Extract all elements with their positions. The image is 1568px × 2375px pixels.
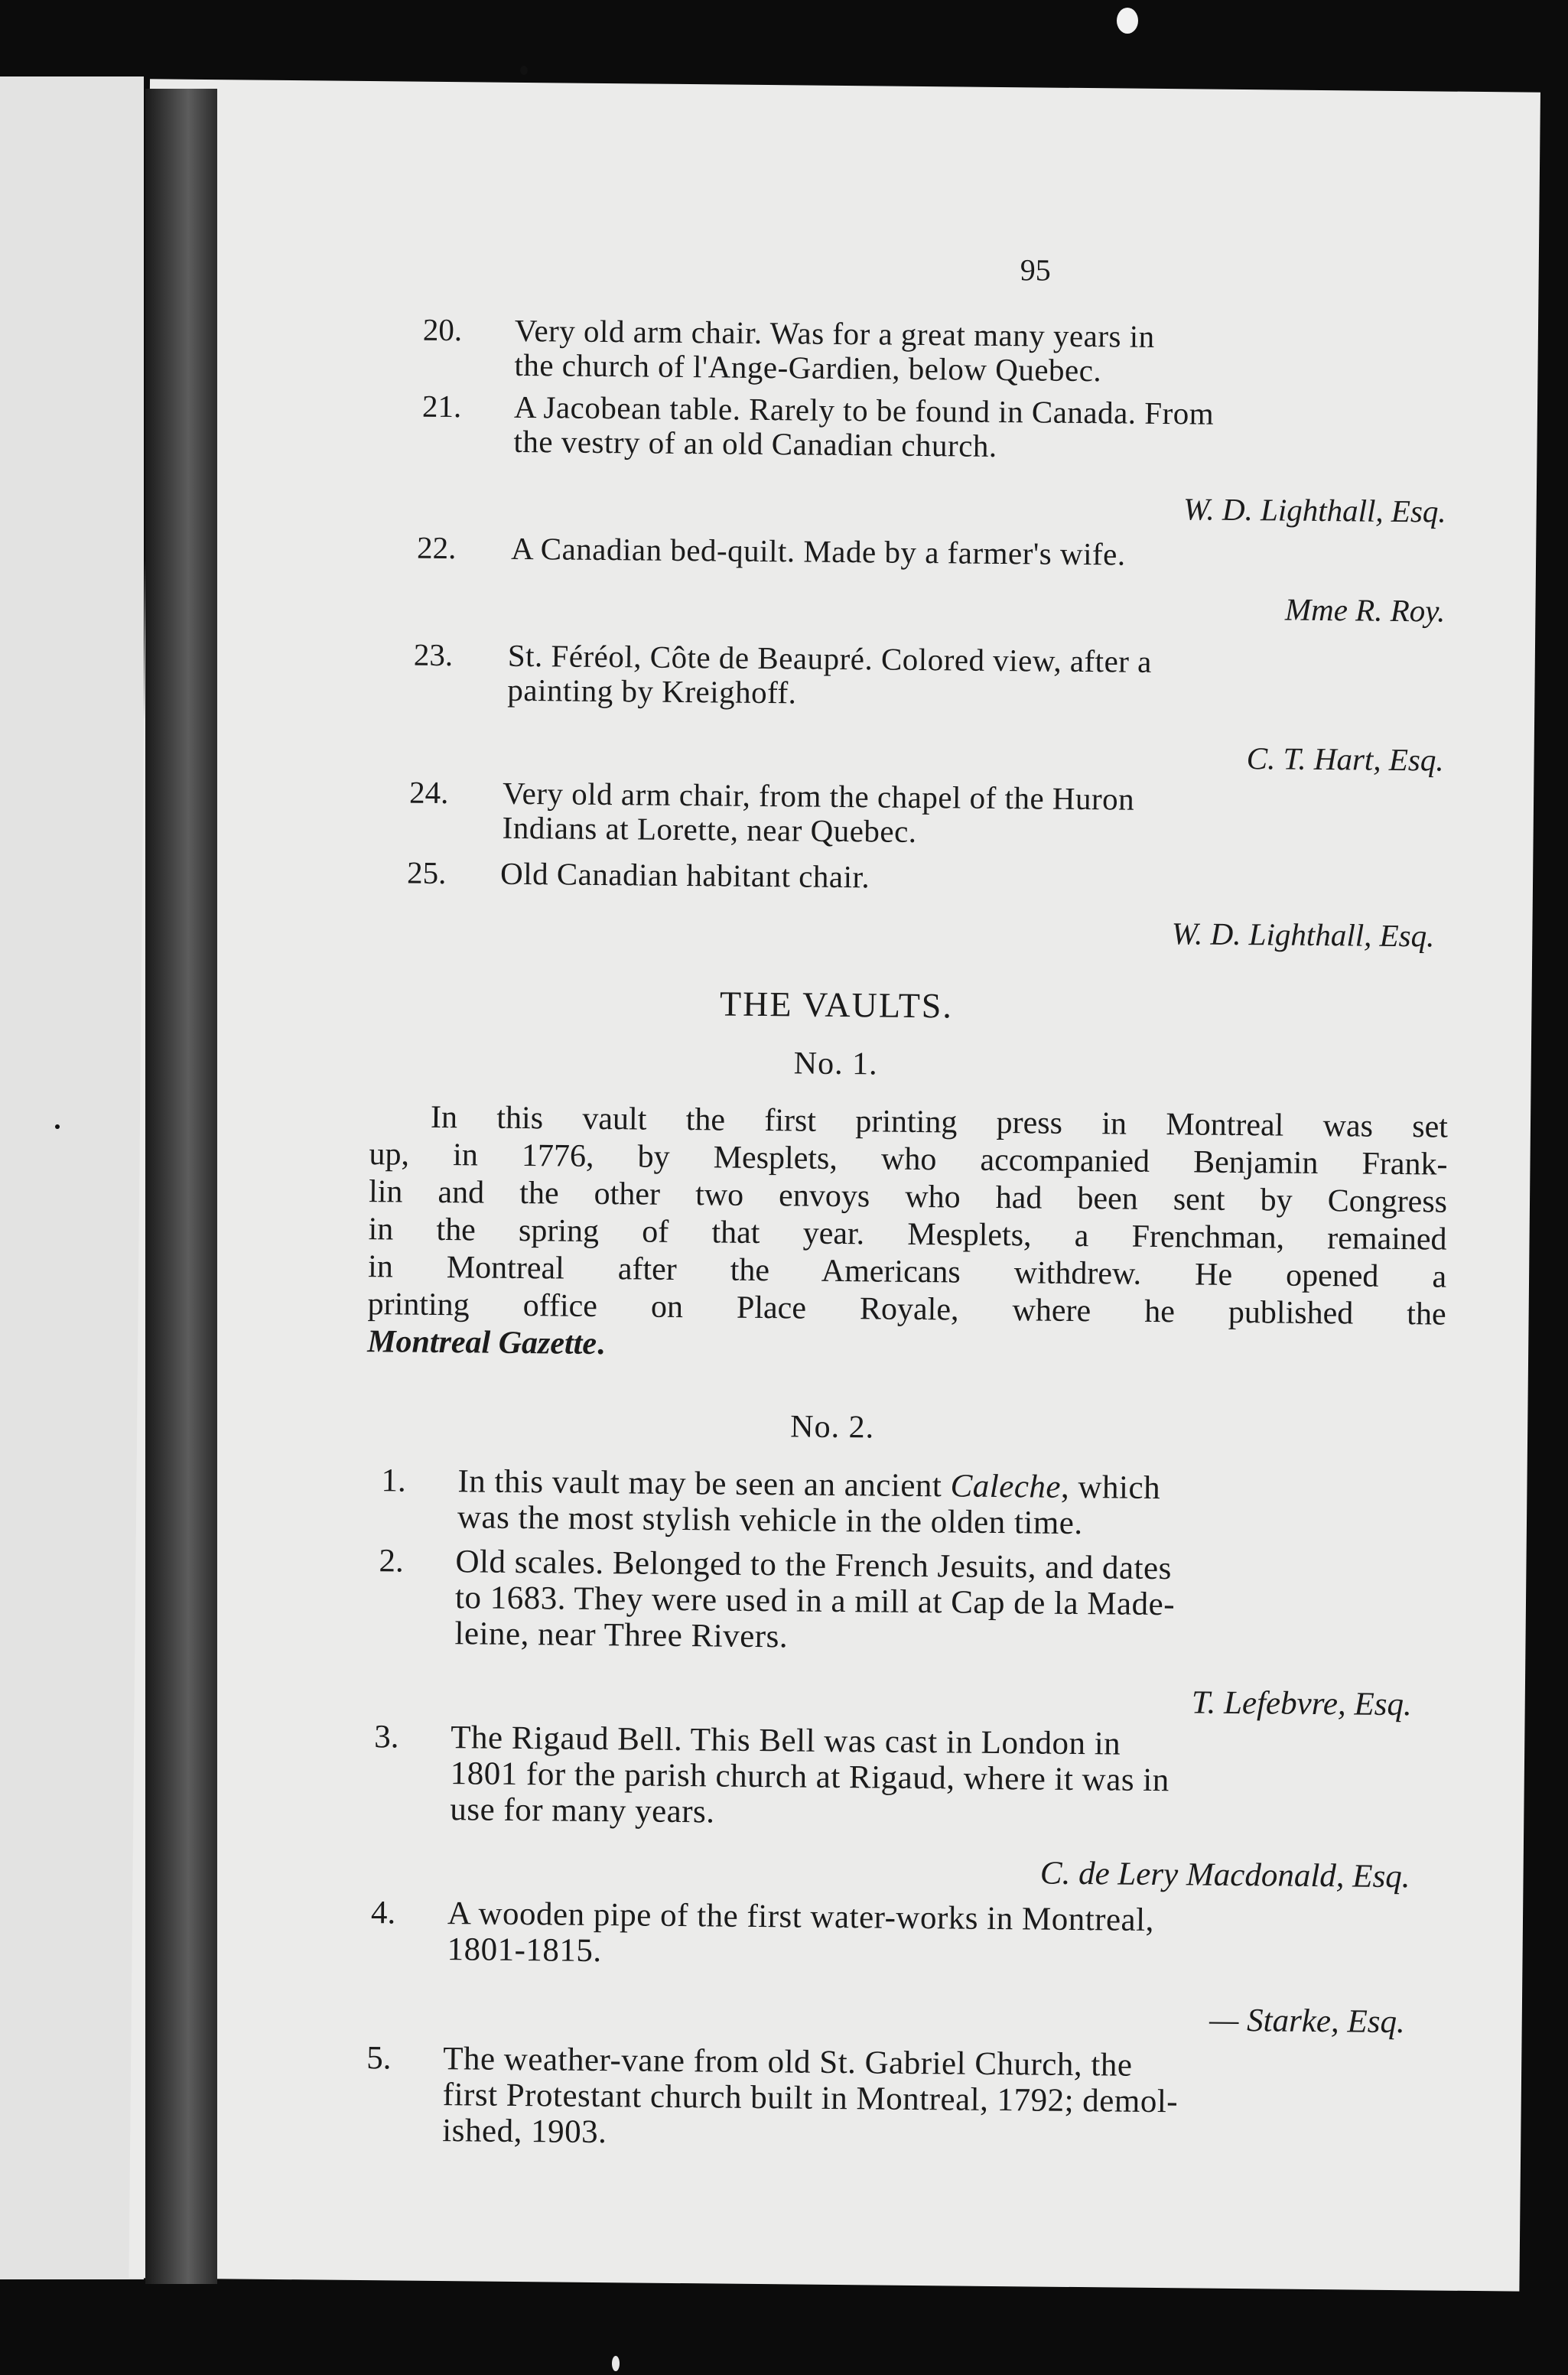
vault-1-paragraph	[367, 1098, 1448, 1371]
facing-page-edge	[0, 76, 144, 2279]
item-line: Old Canadian habitant chair.	[499, 855, 870, 895]
caleche-term: Caleche	[950, 1468, 1062, 1505]
item-line: A Jacobean table. Rarely to be found in Canada. From	[513, 389, 1215, 431]
book-binding-shadow	[145, 89, 217, 2284]
item-attribution: Mme R. Roy.	[1284, 591, 1446, 629]
item-number: 21.	[421, 388, 462, 425]
item-number: 22.	[416, 529, 457, 566]
item-line: 1801-1815.	[447, 1931, 602, 1970]
vault-1-heading: No. 1.	[793, 1046, 878, 1082]
book-page	[128, 79, 1540, 2291]
dust-speck	[55, 1124, 60, 1129]
item-line: use for many years.	[450, 1791, 715, 1830]
item-number: 23.	[413, 636, 454, 673]
item-line: the vestry of an old Canadian church.	[513, 423, 997, 464]
item-line: painting by Kreighoff.	[507, 672, 797, 711]
item-number: 2.	[379, 1543, 404, 1580]
item-attribution: W. D. Lighthall, Esq.	[1171, 916, 1435, 954]
item-line: ished, 1903.	[442, 2113, 607, 2151]
paragraph-line: in Montreal after the Americans withdrew. He opened a	[367, 1249, 1447, 1295]
item-line: to 1683. They were used in a mill at Cap de la Made-	[454, 1580, 1176, 1623]
item-number: 1.	[381, 1462, 406, 1499]
page-number: 95	[1020, 252, 1051, 288]
item-number: 24.	[408, 774, 449, 811]
item-line: was the most stylish vehicle in the olden time.	[457, 1499, 1083, 1542]
item-attribution: C. de Lery Macdonald, Esq.	[1039, 1855, 1410, 1895]
paragraph-line: printing office on Place Royale, where he published the	[367, 1287, 1446, 1332]
final-period: .	[596, 1326, 605, 1362]
item-line: St. Féréol, Côte de Beaupré. Colored view, after a	[507, 637, 1153, 679]
item-attribution: — Starke, Esq.	[1209, 2002, 1405, 2041]
item-line: leine, near Three Rivers.	[454, 1615, 789, 1655]
item-line: 1801 for the parish church at Rigaud, where it was in	[450, 1755, 1169, 1799]
item-number: 20.	[422, 311, 463, 348]
dust-speck	[520, 66, 528, 75]
item-number: 3.	[374, 1719, 399, 1755]
paragraph-line: in the spring of that year. Mesplets, a Frenchman, remained	[368, 1212, 1447, 1257]
item-number: 25.	[406, 854, 447, 891]
item-line: A Canadian bed-quilt. Made by a farmer's wife.	[510, 530, 1126, 572]
paragraph-line: In this vault the first printing press in Montreal was set	[430, 1099, 1449, 1145]
item-attribution: T. Lefebvre, Esq.	[1191, 1684, 1412, 1723]
item-text: , which	[1060, 1469, 1161, 1507]
item-line: first Protestant church built in Montreal, 1792; demol-	[442, 2077, 1179, 2120]
item-line: Very old arm chair, from the chapel of the Huron	[502, 775, 1135, 817]
item-attribution: W. D. Lighthall, Esq.	[1183, 491, 1446, 529]
newspaper-title: Montreal Gazette	[366, 1324, 597, 1362]
item-line: The Rigaud Bell. This Bell was cast in London in	[451, 1719, 1121, 1762]
dust-speck	[1117, 8, 1138, 34]
item-text: In this vault may be seen an ancient	[457, 1463, 951, 1505]
item-line: Indians at Lorette, near Quebec.	[502, 809, 917, 849]
item-line: A wooden pipe of the first water-works in Montreal,	[447, 1895, 1155, 1938]
item-line: Very old arm chair. Was for a great many years in	[514, 312, 1155, 354]
dust-speck	[612, 2356, 620, 2371]
item-number: 4.	[370, 1895, 396, 1931]
item-number: 5.	[366, 2040, 392, 2077]
item-line: Old scales. Belonged to the French Jesuits, and dates	[455, 1544, 1173, 1587]
section-title: THE VAULTS.	[719, 984, 954, 1026]
item-attribution: C. T. Hart, Esq.	[1246, 740, 1444, 778]
paragraph-line: up, in 1776, by Mesplets, who accompanied Benjamin Frank-	[369, 1137, 1448, 1183]
vault-2-heading: No. 2.	[790, 1409, 875, 1446]
item-line: the church of l'Ange-Gardien, below Quebec.	[514, 346, 1102, 389]
paragraph-line: lin and the other two envoys who had been sent by Congress	[368, 1174, 1448, 1220]
item-line: The weather-vane from old St. Gabriel Church, the	[442, 2041, 1133, 2084]
